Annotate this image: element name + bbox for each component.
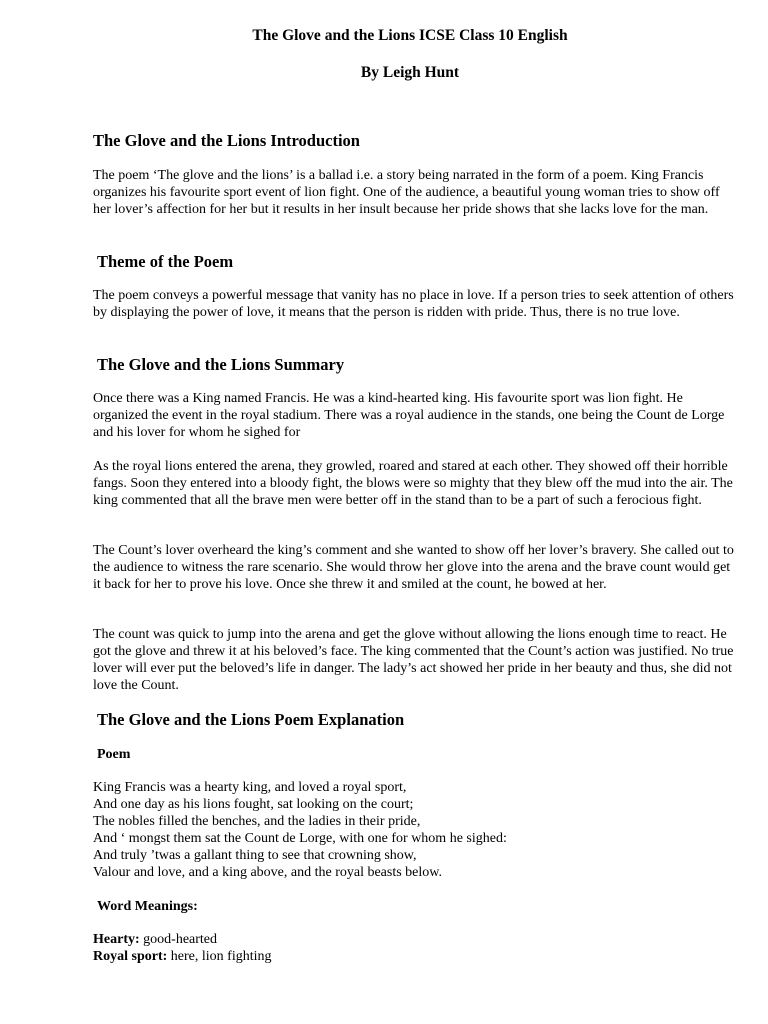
poem-line: And ‘ mongst them sat the Count de Lorge, with one for whom he sighed: — [93, 831, 507, 846]
poem-line: The nobles filled the benches, and the ladies in their pride, — [93, 814, 421, 829]
explanation-heading: The Glove and the Lions Poem Explanation — [97, 710, 405, 729]
word-term: Hearty: — [93, 932, 140, 947]
poem-stanza — [93, 779, 738, 881]
word-meaning-item — [93, 931, 271, 948]
word-term: Royal sport: — [93, 949, 168, 964]
theme-paragraph: The poem conveys a powerful message that vanity has no place in love. If a person tries to seek attention of others by displaying the power of love, it means that the person is ridden with pride. Thus, there is no true love. — [93, 288, 734, 320]
summary-paragraph-2: As the royal lions entered the arena, they growled, roared and stared at each other. They showed off their horrible fangs. Soon they entered into a bloody fight, the blows were so mighty that they blew off the mud into the air. The king commented that all the brave men were better off in the stand than to be a part of such a ferocious fight. — [93, 459, 733, 508]
document-title: The Glove and the Lions ICSE Class 10 English — [252, 27, 568, 44]
poem-line: Valour and love, and a king above, and the royal beasts below. — [93, 865, 442, 880]
summary-heading: The Glove and the Lions Summary — [97, 355, 345, 374]
author-byline: By Leigh Hunt — [360, 64, 460, 81]
word-definition: here, lion fighting — [167, 949, 272, 964]
poem-line: And truly ’twas a gallant thing to see that crowning show, — [93, 848, 417, 863]
summary-paragraph-3: The Count’s lover overheard the king’s comment and she wanted to show off her lover’s bravery. She called out to the audience to witness the rare scenario. She would throw her glove into the arena and the brave count would get it back for her to prove his love. Once she threw it and smiled at the count, he bowed at her. — [93, 543, 734, 592]
summary-paragraph-1: Once there was a King named Francis. He was a kind-hearted king. His favourite sport was lion fight. He organized the event in the royal stadium. There was a royal audience in the stands, one being the Count de Lorge and his lover for whom he sighed for — [93, 391, 725, 440]
summary-paragraph-4: The count was quick to jump into the arena and get the glove without allowing the lions enough time to react. He got the glove and threw it at his beloved’s face. The king commented that the Count’s action was justified. No true lover will ever put the beloved’s life in danger. The lady’s act showed her pride in her beauty and thus, she did not love the Count. — [93, 627, 734, 693]
poem-label: Poem — [97, 747, 131, 762]
word-meanings-list — [93, 931, 271, 965]
word-meanings-label: Word Meanings: — [97, 899, 198, 914]
intro-paragraph: The poem ‘The glove and the lions’ is a ballad i.e. a story being narrated in the form of a poem. King Francis organizes his favourite sport event of lion fight. One of the audience, a beautiful young woman tries to show off her lover’s affection for her but it results in her insult because her pride shows that she lacks love for the man. — [93, 168, 720, 217]
word-meaning-item — [93, 948, 271, 965]
theme-heading: Theme of the Poem — [97, 252, 234, 271]
word-definition: good-hearted — [139, 932, 218, 947]
intro-heading: The Glove and the Lions Introduction — [93, 131, 360, 150]
poem-line: And one day as his lions fought, sat looking on the court; — [93, 797, 414, 812]
poem-line: King Francis was a hearty king, and loved a royal sport, — [93, 780, 407, 795]
